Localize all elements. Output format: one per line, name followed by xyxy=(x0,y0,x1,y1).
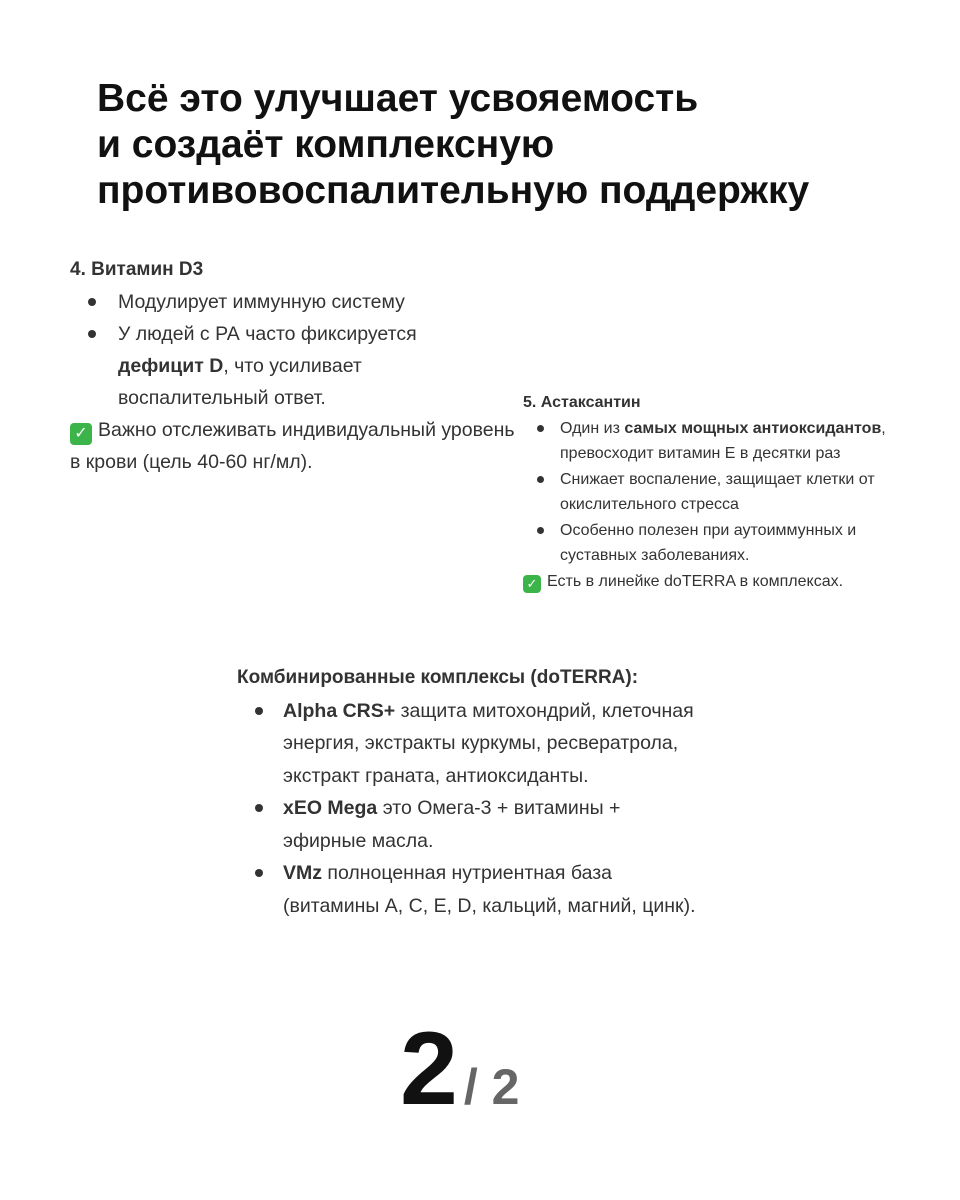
list-item xyxy=(560,416,930,467)
check-mark-icon: ✓ xyxy=(70,423,92,445)
section-heading: Комбинированные комплексы (doTERRA): xyxy=(237,667,639,688)
item-bold: дефицит D xyxy=(118,355,224,377)
list-item xyxy=(118,286,478,318)
section-astaxanthin xyxy=(523,390,933,594)
item-text: , превосходит витамин E в десятки раз xyxy=(560,419,886,462)
list-item xyxy=(283,695,703,793)
list-item xyxy=(560,467,930,518)
item-text: Модулирует иммунную систему xyxy=(118,291,405,313)
item-text: защита митохондрий, клеточная энергия, экстракты куркумы, ресвератрола, экстракт граната, антиоксиданты. xyxy=(283,699,694,787)
total-pages: / 2 xyxy=(463,1059,520,1115)
item-bold: xEO Mega xyxy=(283,797,378,819)
section-heading: 5. Астаксантин xyxy=(523,394,641,411)
note-text: Важно отслеживать индивидуальный уровень в крови (цель 40-60 нг/мл). xyxy=(70,419,515,473)
item-text: Один из xyxy=(560,419,625,437)
title-line: и создаёт комплексную xyxy=(97,123,555,166)
note-text: Есть в линейке doTERRA в комплексах. xyxy=(547,572,844,590)
list-item xyxy=(560,518,930,569)
item-text: Снижает воспаление, защищает клетки от окислительного стресса xyxy=(560,470,875,513)
list-item xyxy=(283,857,703,922)
item-bold: самых мощных антиоксидантов xyxy=(624,419,882,437)
title-line: противовоспалительную поддержку xyxy=(97,169,810,212)
note xyxy=(523,569,933,595)
check-mark-icon: ✓ xyxy=(523,575,541,593)
item-bold: VMz xyxy=(283,862,322,884)
list-item xyxy=(283,792,683,857)
title-line: Всё это улучшает усвояемость xyxy=(97,77,699,120)
list-item xyxy=(118,318,478,414)
section-vitamin-d3 xyxy=(70,254,520,478)
section-heading: 4. Витамин D3 xyxy=(70,259,204,280)
item-text: У людей с РА часто фиксируется xyxy=(118,323,417,345)
item-text: , что усиливает воспалительный ответ. xyxy=(118,355,362,409)
page-title xyxy=(97,76,809,214)
note xyxy=(70,414,520,478)
page-indicator xyxy=(400,1010,519,1129)
section-complexes xyxy=(237,662,717,922)
current-page: 2 xyxy=(400,1011,458,1127)
item-text: Особенно полезен при аутоиммунных и суставных заболеваниях. xyxy=(560,521,857,564)
item-text: полноценная нутриентная база (витамины A, C, E, D, кальций, магний, цинк). xyxy=(283,862,696,917)
item-text: это Омега-3 + витамины + эфирные масла. xyxy=(283,797,621,852)
item-bold: Alpha CRS+ xyxy=(283,699,396,722)
